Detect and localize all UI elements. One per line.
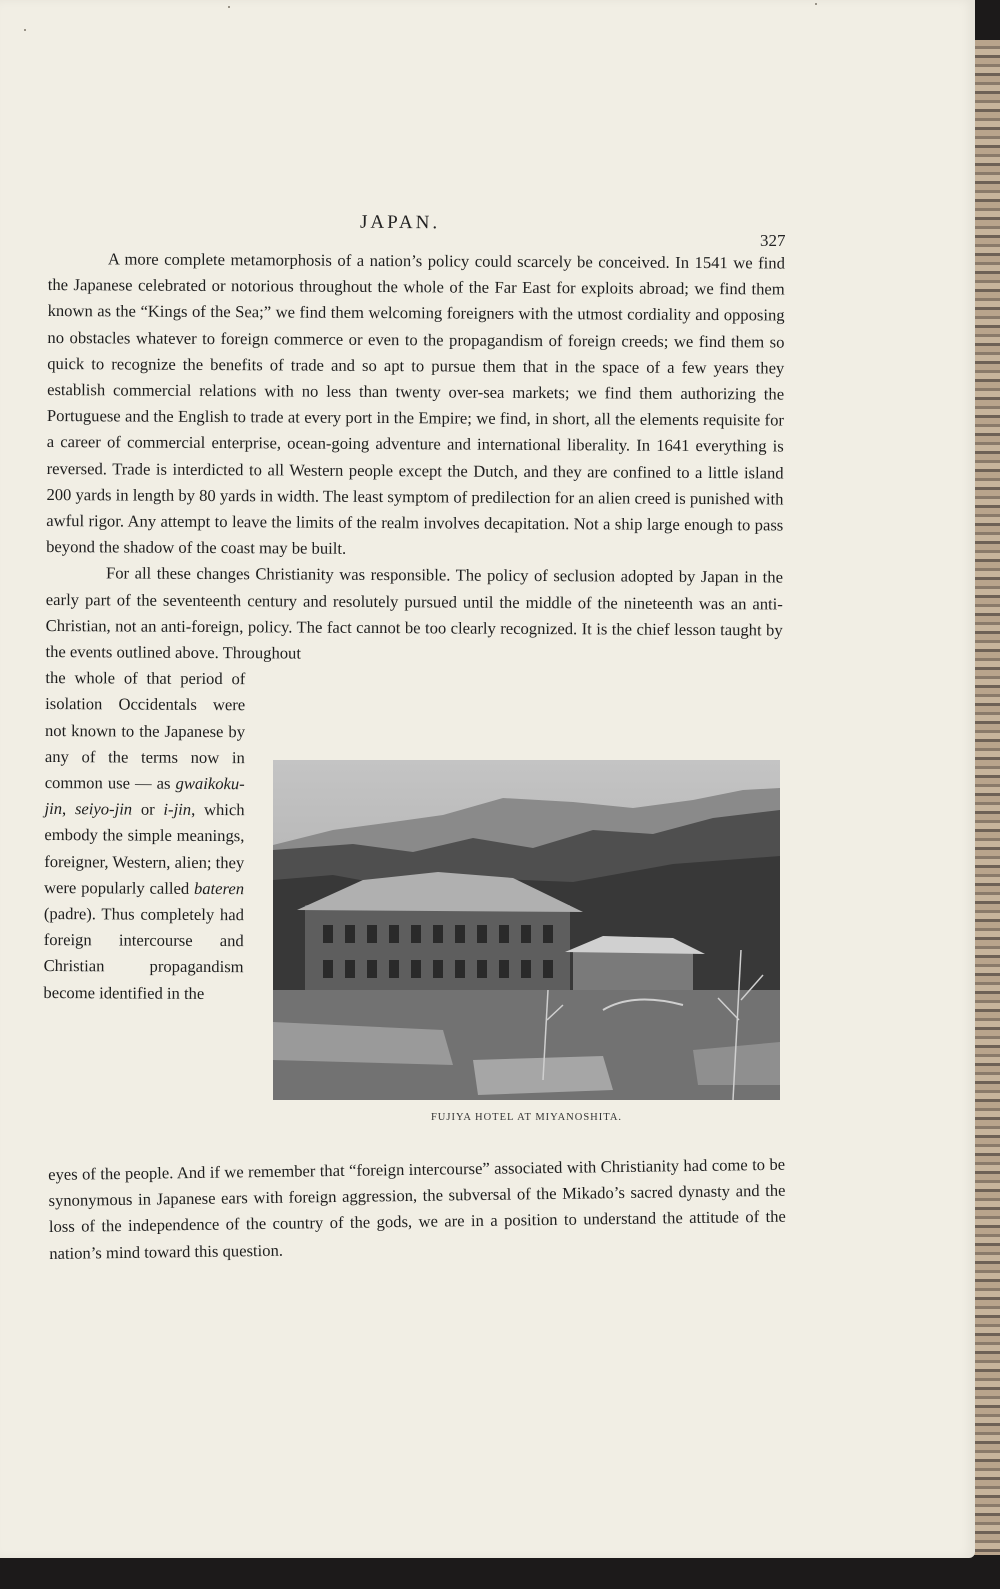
paragraph-2: For all these changes Christianity was responsible. The policy of seclusion adopted by Japan in the early part of the seventeenth century and resolutely pursued until the middle of the nineteenth was an anti-Christian, not an anti-foreign, policy. The fact cannot be too clearly recognized. It is the chief lesson taught by the events outlined above. Throughout	[45, 563, 784, 663]
japanese-term: i-jin	[163, 799, 192, 820]
hotel-photo-illustration	[273, 760, 780, 1100]
paragraph-3: eyes of the people. And if we remember that “foreign intercourse” associated with Christianity had come to be synonymous in Japanese ears with foreign aggression, the subversal of the Mikado’s sacred dynasty and the loss of the independence of the country of the gods, we are in a position to understand the attitude of the nation’s mind toward this question.	[48, 1154, 786, 1263]
wrapped-text-column	[43, 665, 245, 1007]
wrap-text-part: (padre). Thus completely had foreign intercourse and Christian propagandism become identified in the	[43, 904, 244, 1003]
figure-caption: FUJIYA HOTEL AT MIYANOSHITA.	[430, 1112, 623, 1123]
wrap-text-part: ,	[62, 799, 76, 819]
dust-speck	[24, 29, 26, 31]
wrap-text-part: the whole of that period of isolation Occidentals were not known to the Japanese by any of the terms now in common use — as	[44, 668, 246, 793]
japanese-term: seiyo-jin	[74, 799, 133, 819]
wrap-text-part: , which embody the simple meanings, foreigner, Western, alien; they were popularly called	[44, 800, 245, 898]
japanese-term: bateren	[193, 878, 245, 899]
closing-text	[48, 1152, 786, 1267]
hotel-photograph	[273, 760, 780, 1100]
wrap-text-part: or	[132, 799, 164, 819]
running-title: JAPAN.	[359, 211, 441, 234]
dust-speck	[815, 3, 817, 5]
annex-building	[573, 950, 693, 990]
hotel-building	[305, 905, 570, 1000]
paragraph-1: A more complete metamorphosis of a nation’s policy could scarcely be conceived. In 1541 we find the Japanese celebrated or notorious throughout the whole of the Far East for exploits abroad; we find them known as the “Kings of the Sea;” we find them welcoming foreigners with the utmost cordiality and opposing no obstacles whatever to foreign commerce or even to the propagandism of foreign creeds; we find them so quick to recognize the benefits of trade and so apt to pursue them that in the space of a few years they establish commercial relations with no less than twenty over-sea markets; we find them authorizing the Portuguese and the English to trade at every port in the Empire; we find, in short, all the elements requisite for a career of commercial enterprise, ocean-going adventure and international liberality. In 1641 everything is reversed. Trade is interdicted to all Western people except the Dutch, and they are confined to a little island 200 yards in length by 80 yards in width. The least symptom of predilection for an alien creed is punished with awful rigor. Any attempt to leave the limits of the realm involves decapitation. Not a ship large enough to pass beyond the shadow of the coast may be built.	[46, 249, 785, 559]
japanese-term: gwaikoku-jin	[44, 773, 245, 819]
page-number: 327	[760, 231, 786, 250]
dust-speck	[228, 6, 230, 8]
